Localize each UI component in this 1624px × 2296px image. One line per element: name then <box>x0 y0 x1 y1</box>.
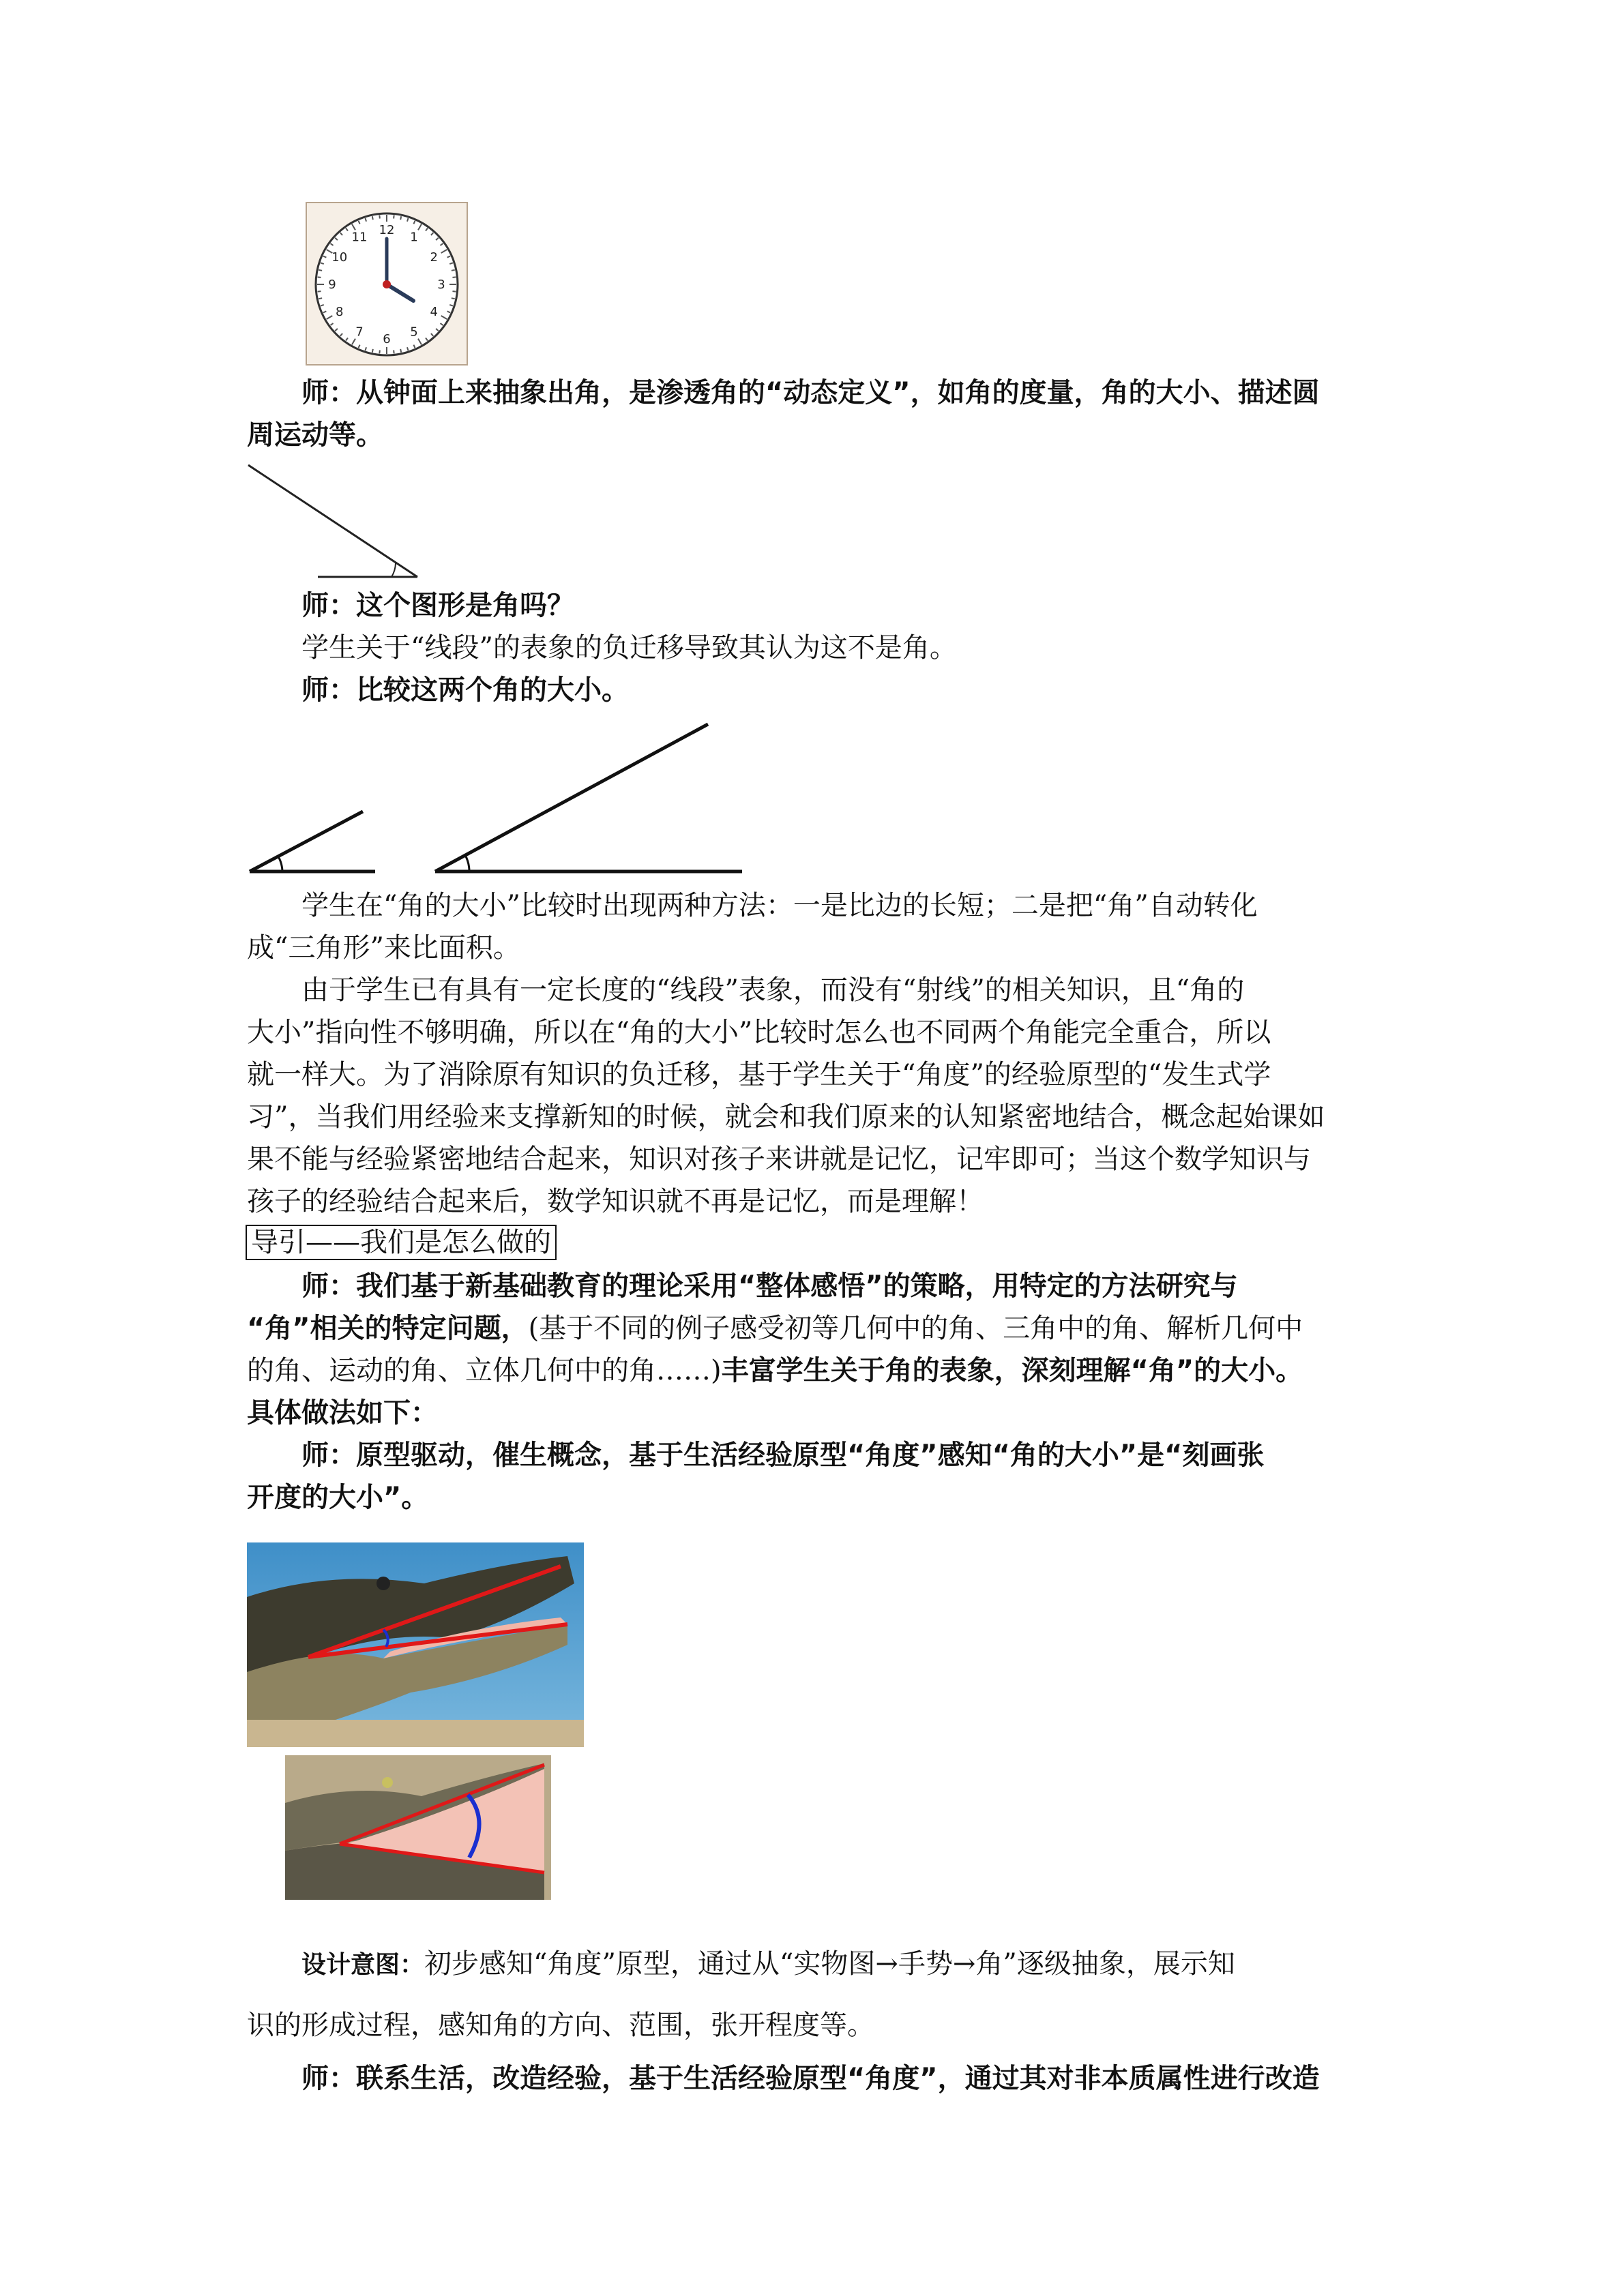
section-heading-boxed: 导引——我们是怎么做的 <box>246 1225 557 1260</box>
teacher-line-4: 师：比较这两个角的大小。 <box>301 674 629 706</box>
design-intent-a <box>301 1950 1235 1978</box>
clock-number: 3 <box>437 278 445 292</box>
clock-tick <box>452 298 455 299</box>
paragraph-3b-bold: “角”相关的特定问题， <box>247 1313 529 1344</box>
paragraph-2d: 习”，当我们用经验来支撑新知的时候，就会和我们原来的认知紧密地结合，概念起始课如 <box>247 1101 1325 1133</box>
paragraph-3c <box>247 1357 1303 1384</box>
paragraph-5: 师：联系生活，改造经验，基于生活经验原型“角度”，通过其对非本质属性进行改造 <box>301 2063 1320 2094</box>
clock-tick <box>319 298 322 299</box>
clock-number: 5 <box>410 325 418 340</box>
angle-figure-1 <box>247 462 424 580</box>
paragraph-2c: 就一样大。为了消除原有知识的负迁移，基于学生关于“角度”的经验原型的“发生式学 <box>247 1059 1271 1090</box>
paragraph-2f: 孩子的经验结合起来后，数学知识就不再是记忆，而是理解！ <box>247 1186 984 1217</box>
clock-tick <box>319 270 322 271</box>
two-angles-figure <box>247 721 749 876</box>
clock-tick <box>372 349 373 353</box>
clock-number: 1 <box>410 230 418 245</box>
clock-tick <box>372 216 373 220</box>
clock-figure <box>306 202 468 366</box>
clock-tick <box>400 216 401 220</box>
clock-number: 12 <box>379 223 395 237</box>
clock-tick <box>318 277 321 278</box>
clock-number: 7 <box>355 325 364 340</box>
clock-tick <box>452 270 455 271</box>
clock-tick <box>400 349 401 353</box>
teacher-line-2: 师：这个图形是角吗？ <box>301 590 574 621</box>
paragraph-2a: 由于学生已有具有一定长度的“线段”表象，而没有“射线”的相关知识，且“角的 <box>301 974 1245 1006</box>
paragraph-2b: 大小”指向性不够明确，所以在“角的大小”比较时怎么也不同两个角能完全重合，所以 <box>247 1017 1271 1048</box>
clock-number: 4 <box>430 305 439 319</box>
clock-number: 6 <box>383 332 391 346</box>
paragraph-3d: 具体做法如下： <box>247 1397 438 1429</box>
design-intent-b: 识的形成过程，感知角的方向、范围，张开程度等。 <box>247 2010 874 2041</box>
clock-tick <box>452 291 456 292</box>
paragraph-3a: 师：我们基于新基础教育的理论采用“整体感悟”的策略，用特定的方法研究与 <box>301 1270 1238 1302</box>
paragraph-3b-normal: (基于不同的例子感受初等几何中的角、三角中的角、解析几何中 <box>528 1313 1303 1344</box>
paragraph-3c-bold: 丰富学生关于角的表象，深刻理解“角”的大小。 <box>721 1355 1303 1386</box>
paragraph-2e: 果不能与经验紧密地结合起来，知识对孩子来讲就是记忆，记牢即可；当这个数学知识与 <box>247 1144 1311 1175</box>
design-intent-text: 初步感知“角度”原型，通过从“实物图→手势→角”逐级抽象，展示知 <box>424 1948 1235 1980</box>
paragraph-4b: 开度的大小”。 <box>247 1482 429 1513</box>
student-line-3: 学生关于“线段”的表象的负迁移导致其认为这不是角。 <box>301 632 957 664</box>
clock-number: 10 <box>331 250 348 265</box>
paragraph-3b <box>247 1315 1303 1342</box>
clock-number: 8 <box>335 305 344 319</box>
crocodile-photo-1 <box>247 1542 584 1747</box>
paragraph-1a: 学生在“角的大小”比较时出现两种方法：一是比边的长短；二是把“角”自动转化 <box>301 890 1258 921</box>
clock-number: 11 <box>351 230 368 245</box>
teacher-line-1b: 周运动等。 <box>247 419 383 451</box>
clock-tick <box>452 277 456 278</box>
paragraph-1b: 成“三角形”来比面积。 <box>247 932 520 964</box>
crocodile-photo-2 <box>285 1755 551 1900</box>
clock-tick <box>318 291 321 292</box>
design-intent-label: 设计意图： <box>301 1951 425 1979</box>
paragraph-4a: 师：原型驱动，催生概念，基于生活经验原型“角度”感知“角的大小”是“刻画张 <box>301 1440 1265 1471</box>
teacher-line-1a: 师：从钟面上来抽象出角，是渗透角的“动态定义”，如角的度量，角的大小、描述圆 <box>301 377 1320 408</box>
clock-tick <box>379 350 380 353</box>
clock-number: 2 <box>430 250 439 265</box>
paragraph-3c-normal: 的角、运动的角、立体几何中的角……) <box>247 1355 722 1386</box>
clock-tick <box>379 215 380 219</box>
clock-number: 9 <box>328 278 336 292</box>
